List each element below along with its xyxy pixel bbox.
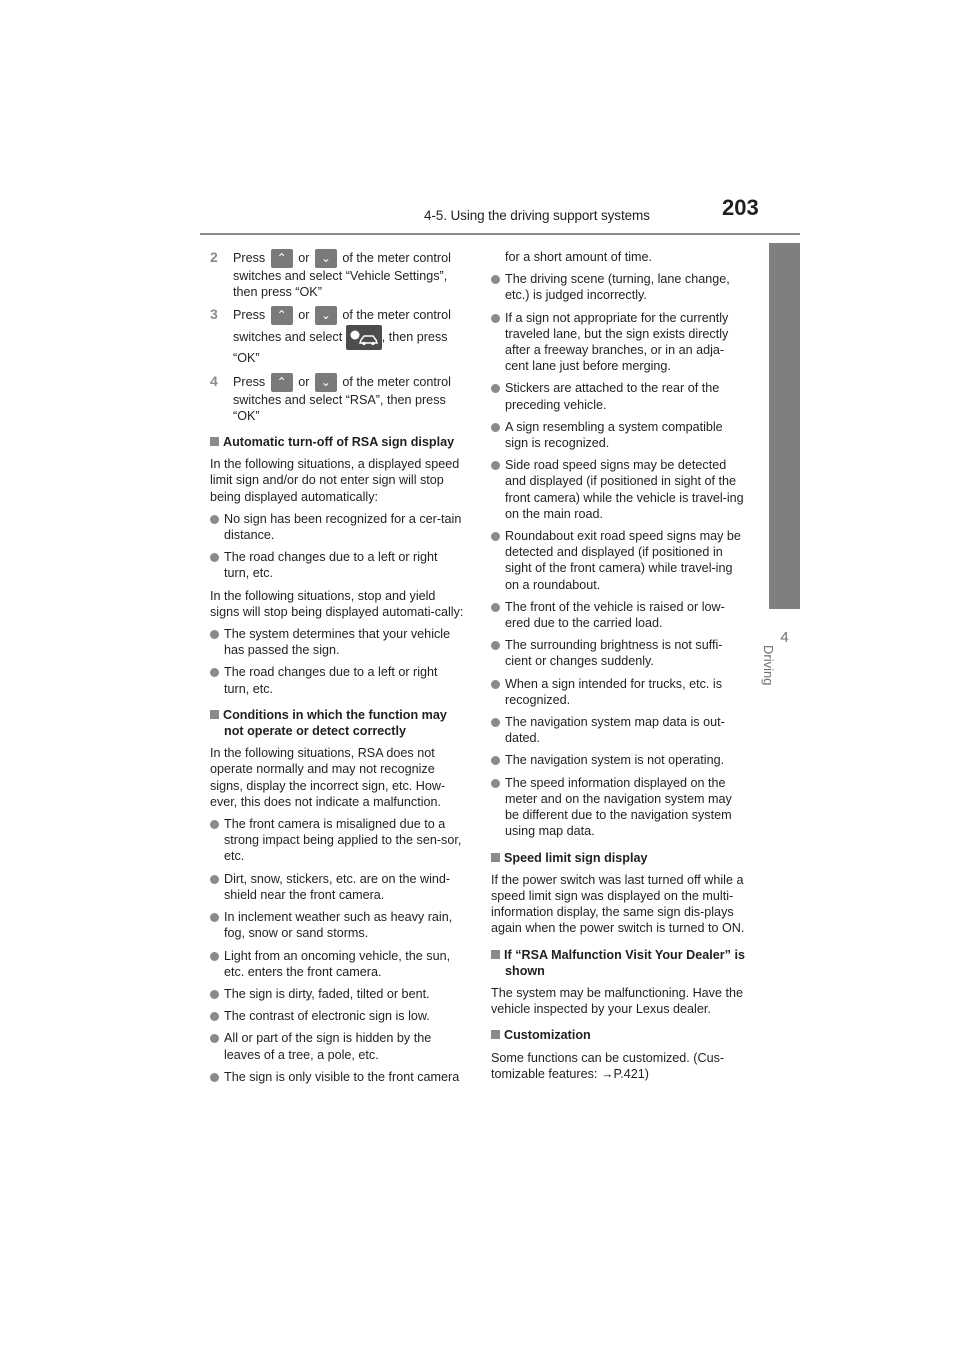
bullet-icon (210, 952, 219, 961)
bullet-icon (210, 553, 219, 562)
bullet-icon (491, 603, 500, 612)
bullet-icon (491, 423, 500, 432)
bullet-icon (210, 1012, 219, 1021)
bullet-icon (210, 1073, 219, 1082)
list-item: The front of the vehicle is raised or low-ered due to the carried load. (491, 599, 747, 631)
bullet-icon (491, 275, 500, 284)
rsa-car-icon (346, 325, 382, 350)
step-text: of the meter control switches and select (233, 308, 451, 345)
section-heading-conditions: Conditions in which the function may not operate or detect correctly (210, 707, 466, 739)
paragraph: Some functions can be customized. (Cus-tomizable features: →P.421) (491, 1050, 725, 1081)
bullet-icon (491, 314, 500, 323)
square-bullet-icon (491, 950, 500, 959)
bullet-icon (491, 641, 500, 650)
chevron-up-icon: ⌃ (271, 249, 293, 268)
step-2 (210, 249, 466, 300)
right-column (491, 249, 747, 1088)
section-heading-malfunction: If “RSA Malfunction Visit Your Dealer” is shown (491, 947, 747, 979)
list-item: No sign has been recognized for a cer-tain distance. (210, 511, 466, 543)
bullet-icon (210, 990, 219, 999)
square-bullet-icon (210, 710, 219, 719)
list-item: A sign resembling a system compatible sign is recognized. (491, 419, 747, 451)
step-text: of the meter control switches and select “RSA”, then press “OK” (233, 374, 451, 423)
step-number: 4 (210, 372, 218, 389)
step-4 (210, 373, 466, 424)
bullet-icon (210, 668, 219, 677)
bullet-icon (210, 630, 219, 639)
bullet-icon (491, 680, 500, 689)
chapter-number: 4 (780, 629, 789, 646)
bullet-icon (491, 779, 500, 788)
bullet-icon (210, 820, 219, 829)
chapter-label: Driving (761, 645, 776, 686)
paragraph: In the following situations, stop and yield signs will stop being displayed automati-cally: (210, 588, 464, 619)
list-item: The system determines that your vehicle has passed the sign. (210, 626, 466, 658)
list-item: The navigation system map data is out-dated. (491, 714, 747, 746)
step-text: Press (233, 308, 266, 323)
list-item-continuation: for a short amount of time. (505, 250, 652, 264)
step-text: or (298, 374, 310, 389)
list-item: All or part of the sign is hidden by the leaves of a tree, a pole, etc. (210, 1030, 466, 1062)
bullet-icon (491, 718, 500, 727)
header-divider (200, 233, 800, 235)
list-item: The driving scene (turning, lane change, etc.) is judged incorrectly. (491, 271, 747, 303)
section-heading-auto-off: Automatic turn-off of RSA sign display (210, 434, 466, 450)
section-heading-customization: Customization (491, 1027, 747, 1043)
bullet-icon (210, 913, 219, 922)
bullet-icon (210, 875, 219, 884)
list-item: The road changes due to a left or right turn, etc. (210, 664, 466, 696)
chevron-down-icon: ⌄ (315, 373, 337, 392)
paragraph: In the following situations, RSA does not operate normally and may not recognize signs, display the incorrect sign, etc. How-ever, this does not indicate a malfunction. (210, 746, 446, 809)
list-item: The navigation system is not operating. (491, 752, 747, 768)
bullet-icon (491, 461, 500, 470)
list-item: The sign is only visible to the front camera (210, 1069, 466, 1085)
chevron-up-icon: ⌃ (271, 306, 293, 325)
paragraph: If the power switch was last turned off while a speed limit sign was displayed on the multi-information display, the same sign dis-plays again when the power switch is turned to ON. (491, 872, 745, 936)
list-item: In inclement weather such as heavy rain, fog, snow or sand storms. (210, 909, 466, 941)
list-item: Roundabout exit road speed signs may be detected and displayed (if positioned in sight of the front camera) while travel-ing on a roundabout. (491, 528, 747, 593)
square-bullet-icon (491, 853, 500, 862)
list-item: Light from an oncoming vehicle, the sun, etc. enters the front camera. (210, 948, 466, 980)
bullet-icon (210, 515, 219, 524)
paragraph: In the following situations, a displayed speed limit sign and/or do not enter sign will stop being displayed automatically: (210, 457, 460, 504)
list-item: The sign is dirty, faded, tilted or bent. (210, 986, 466, 1002)
section-heading-speed-limit: Speed limit sign display (491, 850, 747, 866)
list-item: Side road speed signs may be detected and displayed (if positioned in sight of the front camera) while the vehicle is travel-ing on the main road. (491, 457, 747, 522)
bullet-icon (491, 532, 500, 541)
list-item: The front camera is misaligned due to a strong impact being applied to the sen-sor, etc. (210, 816, 466, 865)
chevron-down-icon: ⌄ (315, 249, 337, 268)
bullet-icon (491, 384, 500, 393)
left-column (210, 249, 466, 1091)
list-item: The speed information displayed on the meter and on the navigation system may be different due to the navigation system using map data. (491, 775, 747, 840)
list-item: When a sign intended for trucks, etc. is recognized. (491, 676, 747, 708)
chevron-up-icon: ⌃ (271, 373, 293, 392)
step-number: 3 (210, 306, 218, 323)
square-bullet-icon (491, 1030, 500, 1039)
chapter-tab (769, 243, 800, 609)
list-item: The road changes due to a left or right turn, etc. (210, 549, 466, 581)
step-text: or (298, 308, 310, 323)
list-item: The contrast of electronic sign is low. (210, 1008, 466, 1024)
list-item: Dirt, snow, stickers, etc. are on the wind-shield near the front camera. (210, 871, 466, 903)
step-3 (210, 306, 466, 366)
list-item: The surrounding brightness is not suffi-cient or changes suddenly. (491, 637, 747, 669)
step-text: of the meter control switches and select “Vehicle Settings”, then press “OK” (233, 250, 451, 300)
step-text: , then press “OK” (233, 330, 448, 366)
step-text: Press (233, 250, 266, 265)
step-number: 2 (210, 249, 218, 265)
list-item: If a sign not appropriate for the currently traveled lane, but the sign exists directly after a freeway branches, or in an adja-cent lane just before merging. (491, 310, 747, 375)
list-item: Stickers are attached to the rear of the preceding vehicle. (491, 380, 747, 412)
chevron-down-icon: ⌄ (315, 306, 337, 325)
paragraph: The system may be malfunctioning. Have the vehicle inspected by your Lexus dealer. (491, 985, 743, 1017)
bullet-icon (491, 756, 500, 765)
square-bullet-icon (210, 437, 219, 446)
step-text: Press (233, 374, 266, 389)
section-title: 4-5. Using the driving support systems (424, 208, 650, 223)
page-number: 203 (722, 195, 759, 220)
step-text: or (298, 250, 310, 265)
bullet-icon (210, 1034, 219, 1043)
